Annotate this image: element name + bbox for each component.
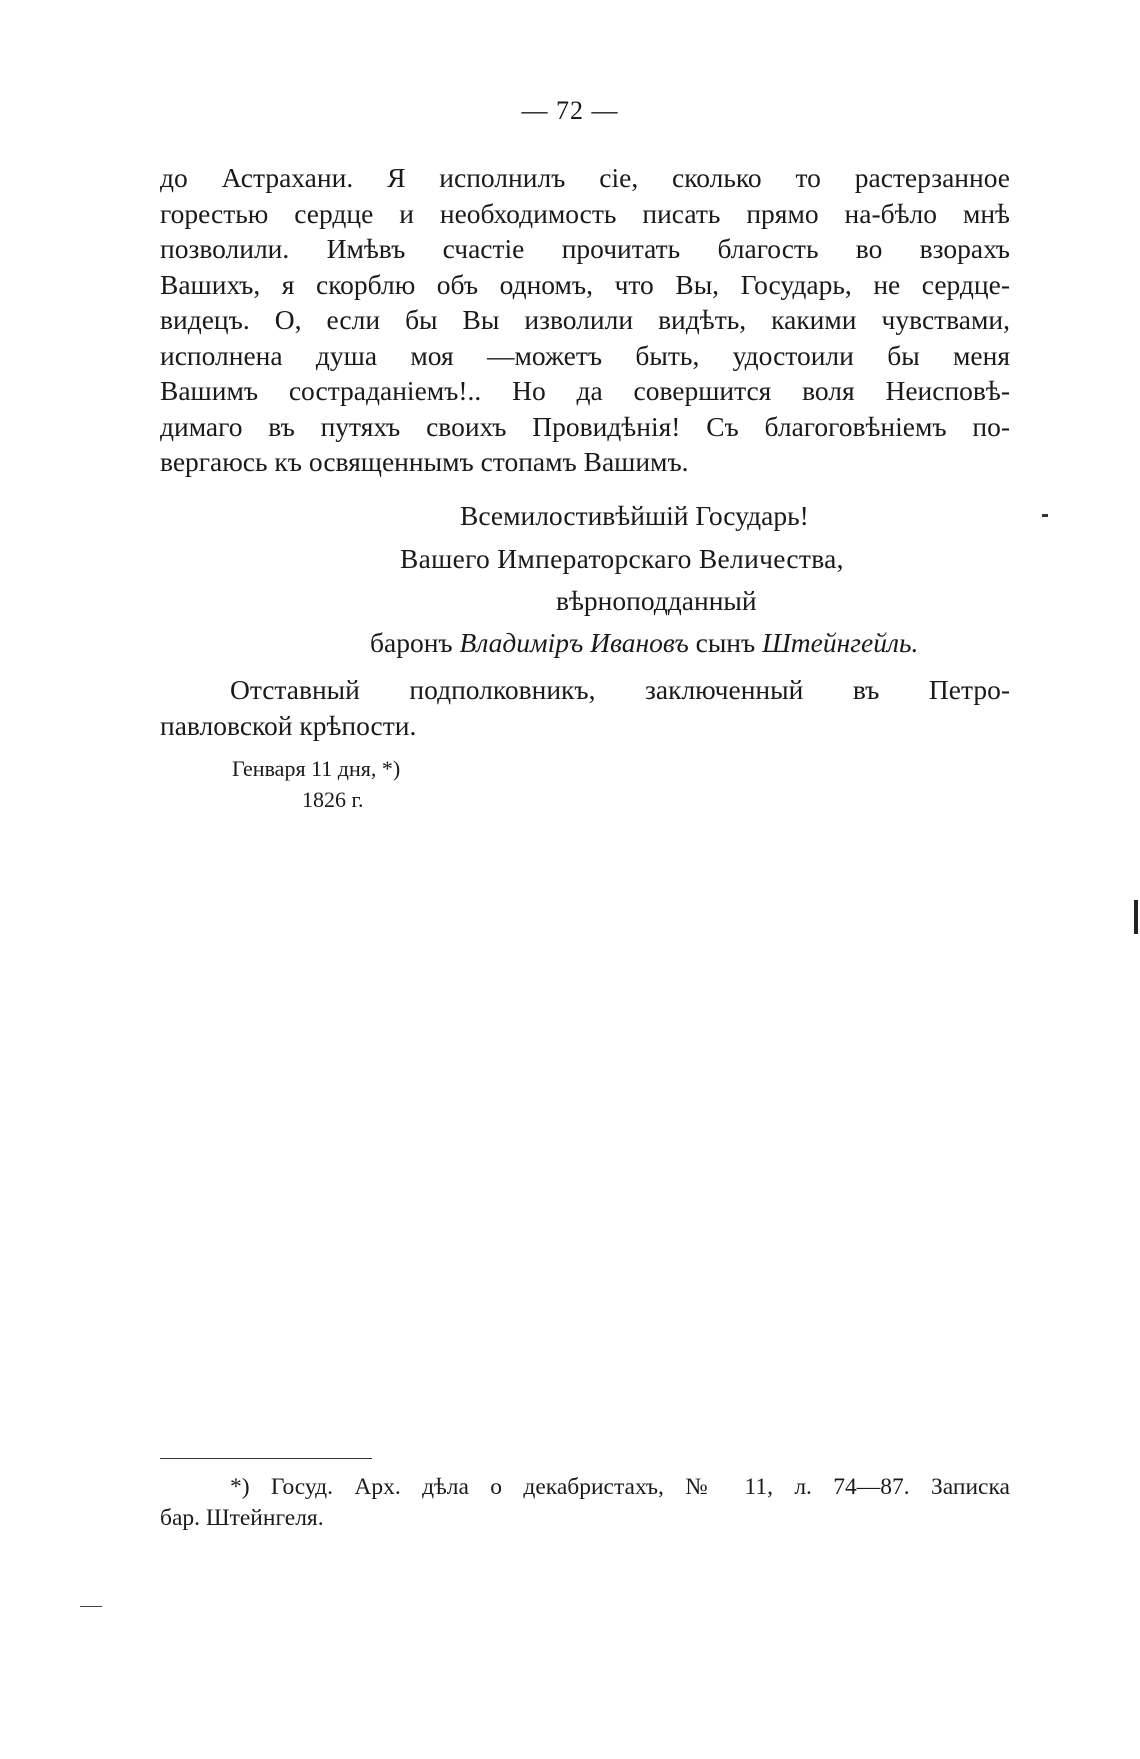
signature-surname: Штейнгейль. bbox=[762, 627, 919, 658]
letter-paragraph bbox=[160, 160, 1010, 480]
date-line: Генваря 11 дня, *) bbox=[232, 756, 401, 781]
footnote bbox=[160, 1472, 1010, 1534]
body-line: видецъ. О, если бы Вы изволили видѣть, какими чувствами, bbox=[160, 304, 1010, 335]
body-line: вергаюсь къ освященнымъ стопамъ Вашимъ. bbox=[160, 446, 689, 477]
loyal-subject: вѣрноподданный bbox=[556, 585, 757, 616]
position-line: павловской крѣпости. bbox=[160, 710, 417, 741]
footnote-line: бар. Штейнгеля. bbox=[160, 1505, 324, 1531]
position-line: Отставный подполковникъ, заключенный въ Петро- bbox=[230, 674, 1010, 705]
signature-middle: сынъ bbox=[695, 627, 756, 658]
majesty-title: Вашего Императорскаго Величества, bbox=[400, 543, 844, 574]
author-position bbox=[160, 672, 1010, 744]
body-line: исполнена душа моя —можетъ быть, удостоили бы меня bbox=[160, 339, 1010, 371]
body-line: до Астрахани. Я исполнилъ сіе, сколько то растерзанное bbox=[160, 162, 1010, 193]
date-year: 1826 г. bbox=[302, 787, 364, 812]
letter-body bbox=[160, 160, 1010, 480]
margin-mark bbox=[80, 1606, 102, 1607]
body-line: димаго въ путяхъ своихъ Провидѣнія! Съ благоговѣніемъ по- bbox=[160, 410, 1010, 442]
body-line: горестью сердце и необходимость писать прямо на-бѣло мнѣ bbox=[160, 197, 1010, 229]
body-line: Вашимъ состраданіемъ!.. Но да совершится воля Неисповѣ- bbox=[160, 375, 1010, 406]
footnote-divider bbox=[160, 1458, 372, 1459]
signature-prefix: баронъ bbox=[370, 627, 453, 658]
signature bbox=[370, 627, 918, 659]
body-line: Вашихъ, я скорблю объ одномъ, что Вы, Государь, не сердце- bbox=[160, 268, 1010, 300]
salutation: Всемилостивѣйшій Государь! bbox=[460, 500, 809, 531]
page-number: — 72 — bbox=[521, 96, 619, 125]
body-line: позволили. Имѣвъ счастіе прочитать благость во взорахъ bbox=[160, 233, 1010, 264]
footnote-line: *) Госуд. Арх. дѣла о декабристахъ, № 11, л. 74—87. Записка bbox=[230, 1474, 1010, 1500]
margin-mark bbox=[1042, 514, 1048, 517]
scan-edge-mark bbox=[1134, 900, 1138, 934]
signature-name: Владиміръ Ивановъ bbox=[459, 627, 689, 658]
